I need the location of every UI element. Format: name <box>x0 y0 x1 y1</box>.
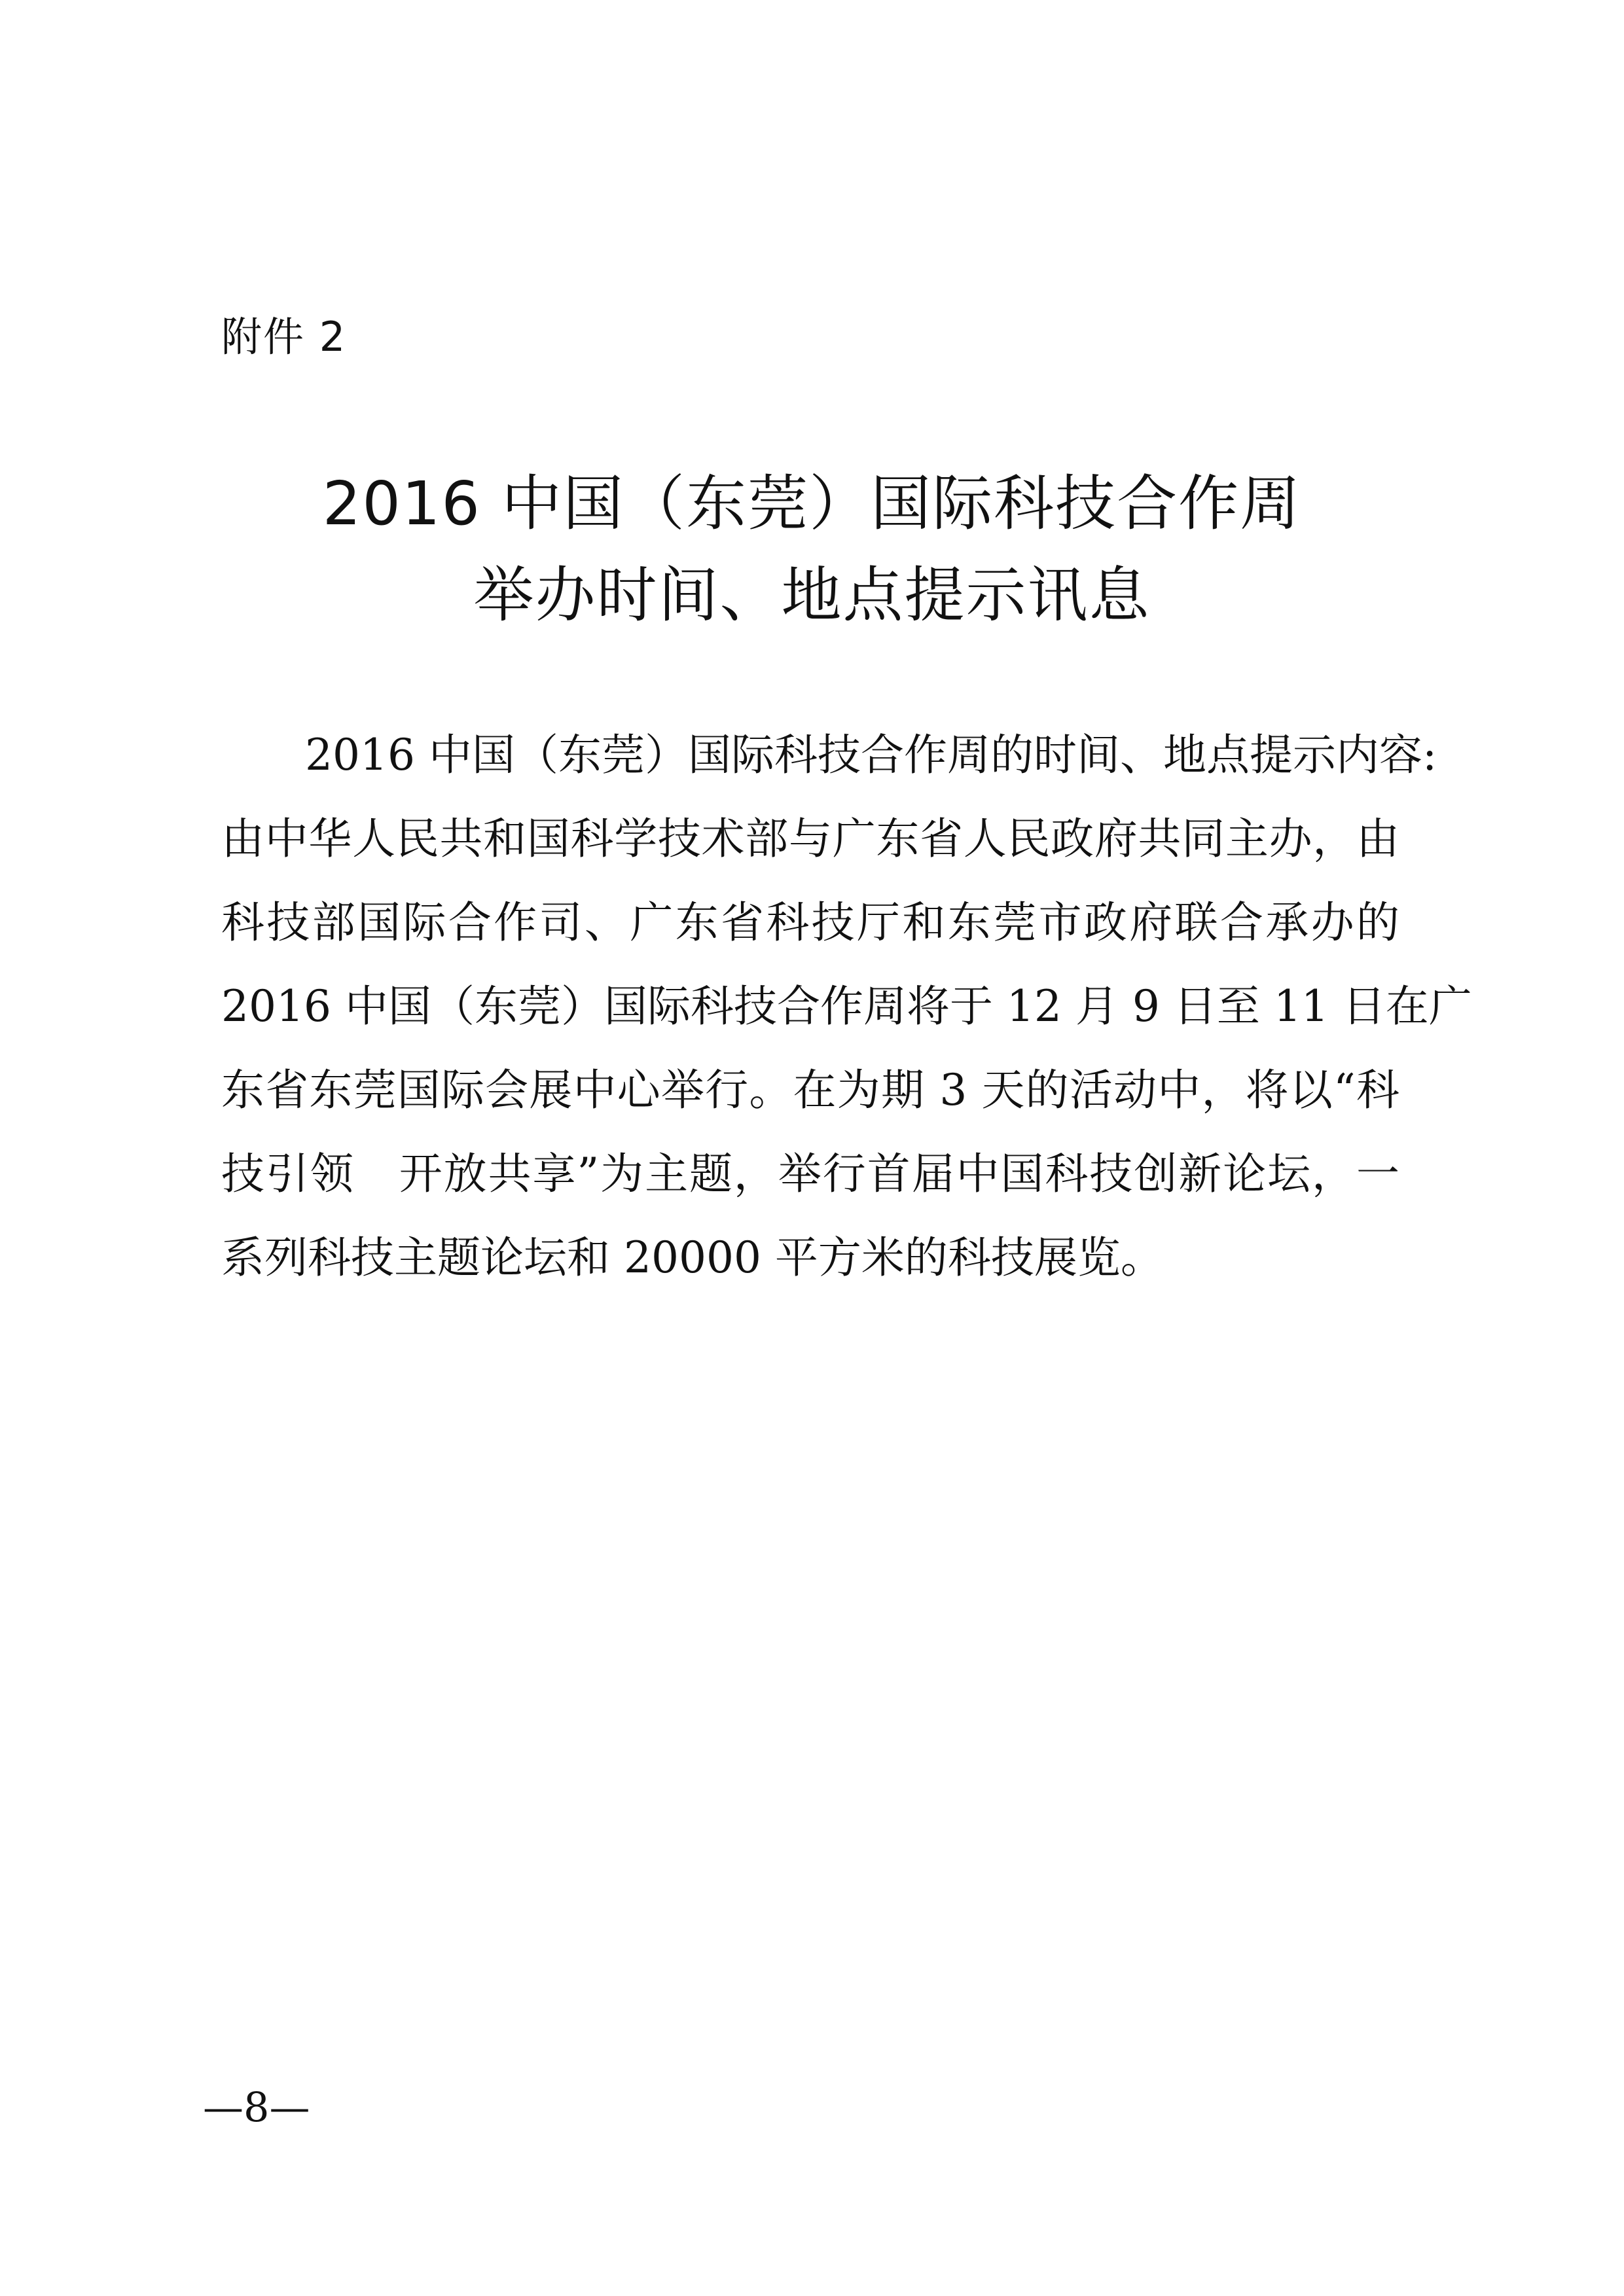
body-line: 2016 中国（东莞）国际科技合作周将于 12 月 9 日至 11 日在广 <box>221 981 1472 1031</box>
body-line: 科技部国际合作司、广东省科技厅和东莞市政府联合承办的 <box>221 897 1399 948</box>
title-line-2: 举办时间、地点提示讯息 <box>473 560 1151 630</box>
body-line: 东省东莞国际会展中心举行。在为期 3 天的活动中，将以“科 <box>221 1065 1399 1115</box>
attachment-label: 附件 2 <box>221 313 347 361</box>
body-paragraph <box>221 713 1472 1300</box>
body-line: 技引领 开放共享”为主题，举行首届中国科技创新论坛，一 <box>221 1149 1399 1199</box>
title-line-1: 2016 中国（东莞）国际科技合作周 <box>322 469 1302 539</box>
body-line: 由中华人民共和国科学技术部与广东省人民政府共同主办，由 <box>221 814 1399 864</box>
body-line: 2016 中国（东莞）国际科技合作周的时间、地点提示内容: <box>305 730 1437 780</box>
body-line: 系列科技主题论坛和 20000 平方米的科技展览。 <box>221 1232 1164 1283</box>
document-title <box>0 458 1624 641</box>
page-number: —8— <box>203 2083 310 2131</box>
